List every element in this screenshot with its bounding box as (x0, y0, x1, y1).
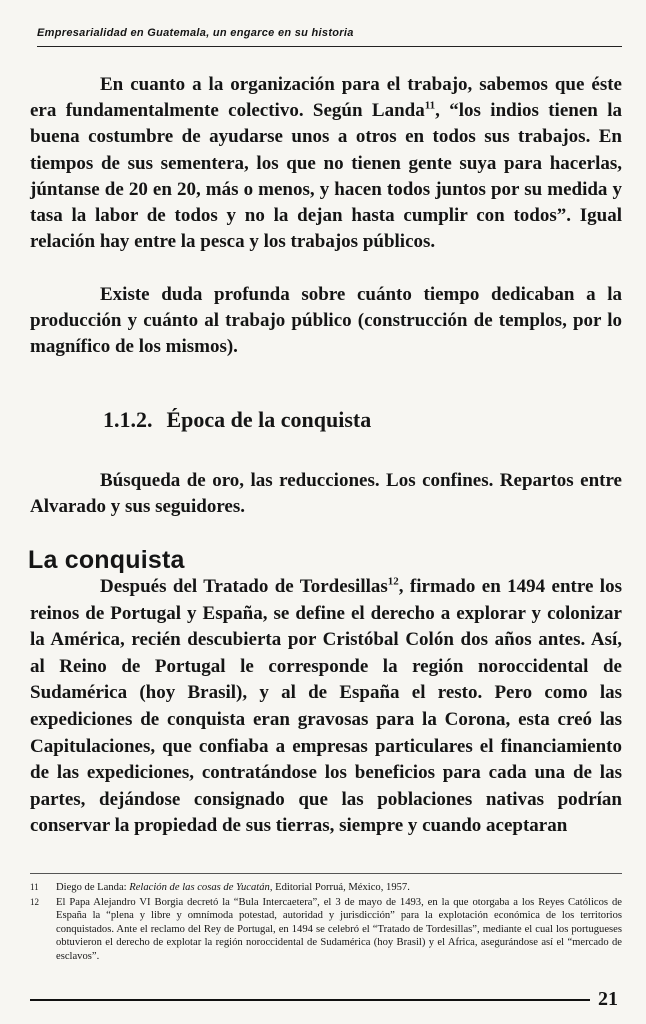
footnote-work-title: Relación de las cosas de Yucatán (129, 882, 270, 893)
section-summary: Búsqueda de oro, las reducciones. Los confines. Repartos entre Alvarado y sus seguidores. (30, 470, 622, 518)
footnote-marker-12: 12 (387, 575, 399, 588)
paragraph-conquest-text-b: , firmado en 1494 entre los reinos de Portugal y España, se define el derecho a explorar y colonizar la América, recién descubierta por Cristóbal Colón dos años antes. Así, al Reino de Portugal le corresponde la región noroccidental de Sudamérica (hoy Brasil), y al de España el resto. Pero como las expediciones de conquista eran gravosas para la Corona, esta creó las Capitulaciones, que confiaba a empresas particulares el financiamiento de las expediciones, contratándose los beneficios para cada una de las partes, dejándose consignado que las poblaciones nativas podrían conservar la propiedad de sus tierras, siempre y cuando aceptaran (30, 576, 622, 837)
paragraph-organization-text-b: , “los indios tienen la buena costumbre de ayudarse unos a otros en todos sus trabajos. En tiempos de sus sementera, los que no tienen gente suya para hacerlas, júntanse de 20 en 20, más o menos, y hacen todos juntos por su medida y tasa la labor de todos y no la dejan hasta cumplir con todos”. Igual relación hay entre la pesca y los trabajos públicos. (30, 100, 622, 253)
paragraph-organization (30, 72, 622, 255)
footnote-12 (30, 896, 622, 964)
section-heading (103, 407, 371, 433)
footnote-number: 11 (30, 882, 39, 892)
paragraph-conquest (30, 574, 622, 840)
footnote-11 (30, 881, 622, 895)
footnote-number: 12 (30, 896, 39, 907)
footnote-text: Diego de Landa: (56, 882, 130, 893)
paragraph-doubt: Existe duda profunda sobre cuánto tiempo dedicaban a la producción y cuánto al trabajo público (construcción de templos, por lo magnífico de los mismos). (30, 284, 622, 358)
paragraph-conquest-text-a: Después del Tratado de Tordesillas (100, 576, 388, 597)
header-rule (37, 46, 622, 47)
section-title: Época de la conquista (166, 407, 372, 432)
footnote-rule (30, 873, 622, 874)
paragraph-organization-text-a: En cuanto a la organización para el trabajo, sabemos que éste era fundamentalmente colectivo. Según Landa (30, 74, 622, 122)
footnote-marker-11: 11 (424, 99, 436, 112)
footnotes (30, 881, 622, 965)
section-number: 1.1.2. (103, 407, 153, 432)
footer-rule (30, 999, 590, 1001)
page-number: 21 (598, 988, 618, 1010)
subsection-heading: La conquista (28, 546, 185, 574)
footnote-text-rest: , Editorial Porruá, México, 1957. (269, 882, 410, 893)
footnote-text: El Papa Alejandro VI Borgia decretó la “Bula Intercaetera”, el 3 de mayo de 1493, en la que otorgaba a los Reyes Católicos de España la “plena y libre y omnímoda potestad, autoridad y jurisdicción” para la explotación económica de los territorios conquistados. Ante el reclamo del Rey de Portugal, en 1494 se celebró el “Tratado de Tordesillas”, mediante el cual los portugueses obtuvieron el derecho de explotar la región noroccidental de Sudamérica (hoy Brasil) y el Africa, asegurándose así el “mercado de esclavos”. (56, 896, 622, 962)
running-header: Empresarialidad en Guatemala, un engarce en su historia (37, 27, 354, 39)
